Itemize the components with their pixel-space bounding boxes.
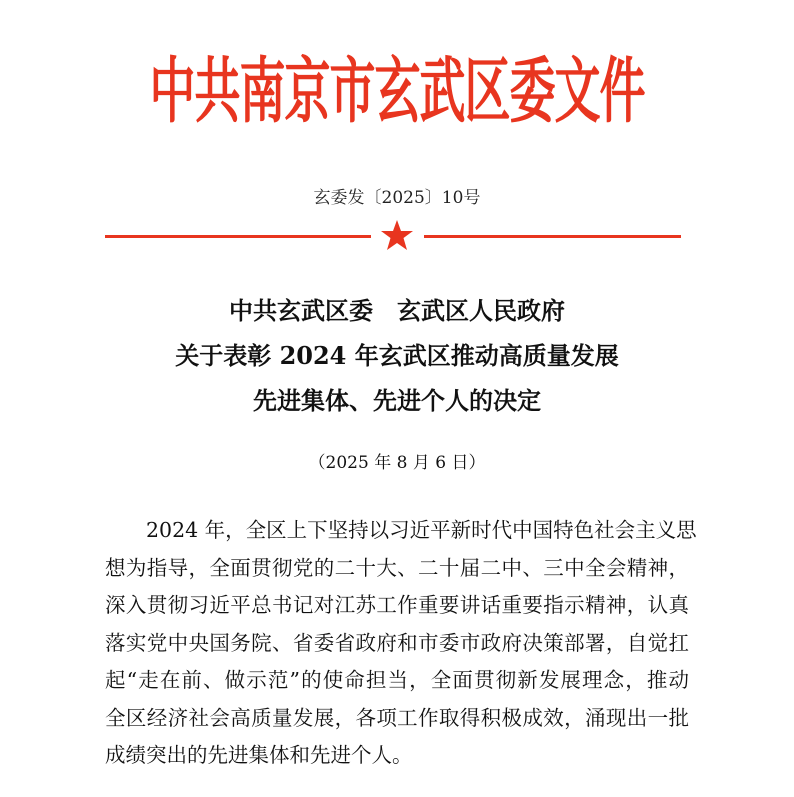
paragraph-line: 落实党中央国务院、省委省政府和市委市政府决策部署，自觉扛 — [105, 631, 689, 655]
document-number: 玄委发〔2025〕10号 — [313, 188, 481, 208]
star-icon — [380, 218, 414, 252]
red-divider-left — [105, 235, 371, 238]
document-title-line-2: 关于表彰 2024 年玄武区推动高质量发展 — [175, 341, 619, 370]
paragraph-line: 起“走在前、做示范”的使命担当，全面贯彻新发展理念，推动 — [105, 668, 689, 692]
paragraph-line: 全区经济社会高质量发展，各项工作取得积极成效，涌现出一批 — [105, 706, 689, 730]
document-issuer-header: 中共南京市玄武区委文件 — [149, 48, 645, 133]
red-divider-right — [424, 235, 681, 238]
paragraph-line: 深入贯彻习近平总书记对江苏工作重要讲话重要指示精神，认真 — [105, 593, 689, 617]
paragraph-line: 2024 年，全区上下坚持以习近平新时代中国特色社会主义思 — [146, 518, 697, 542]
document-title-line-3: 先进集体、先进个人的决定 — [253, 386, 541, 415]
document-title-line-1: 中共玄武区委 玄武区人民政府 — [229, 296, 565, 325]
paragraph-line: 成绩突出的先进集体和先进个人。 — [105, 743, 413, 767]
paragraph-line: 想为指导，全面贯彻党的二十大、二十届二中、三中全会精神， — [105, 556, 689, 580]
document-date: （2025 年 8 月 6 日） — [308, 453, 486, 473]
